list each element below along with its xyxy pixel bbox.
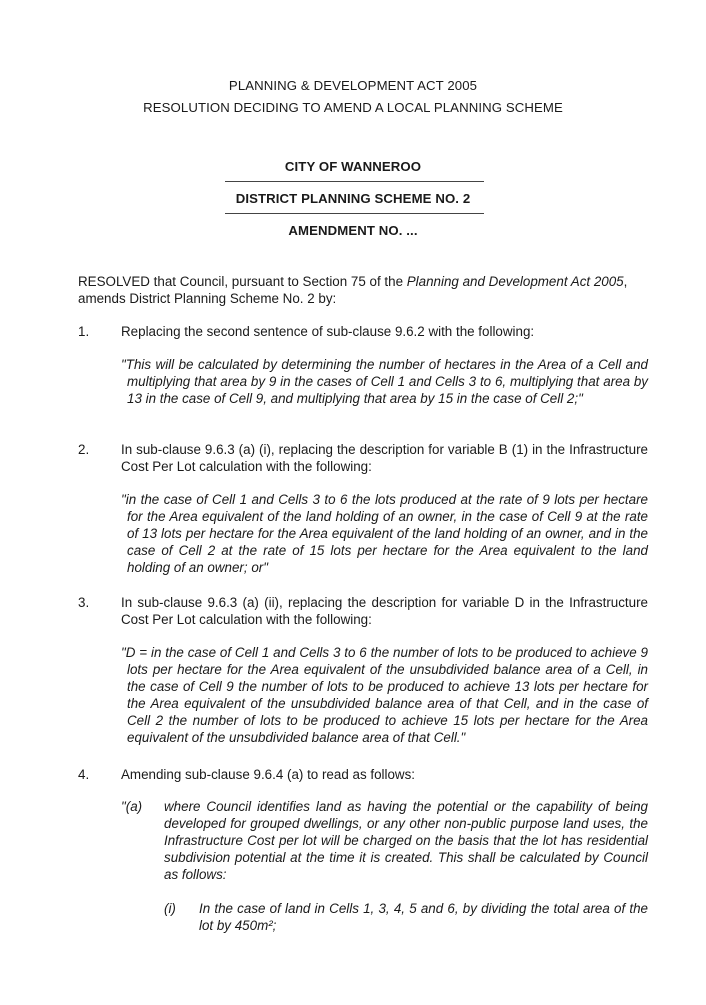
item-text: Replacing the second sentence of sub-clause 9.6.2 with the following: <box>121 324 535 339</box>
intro-paragraph <box>78 273 648 307</box>
subclause-a-text: where Council identifies land as having the potential or the capability of being developed for grouped dwellings, or any other non-public purpose land uses, the Infrastructure Cost per lot will be charged on the basis that the lot has residential subdivision potential at the time it is created. This shall be calculated by Council as follows: <box>164 799 648 882</box>
scheme-heading: DISTRICT PLANNING SCHEME NO. 2 <box>235 191 471 206</box>
quote-open: " <box>121 357 126 372</box>
intro-act-name: Planning and Development Act 2005 <box>406 274 624 289</box>
item-quote <box>121 491 648 576</box>
quote-open: " <box>121 492 126 507</box>
subclause-a-label: "(a) <box>121 799 143 814</box>
item-text: In sub-clause 9.6.3 (a) (ii), replacing the description for variable D in the Infrastructure Cost Per Lot calculation with the following: <box>121 595 648 627</box>
amendment-heading: AMENDMENT NO. ... <box>288 223 418 238</box>
act-heading: PLANNING & DEVELOPMENT ACT 2005 <box>228 78 478 93</box>
quote-text: in the case of Cell 1 and Cells 3 to 6 the lots produced at the rate of 9 lots per hectare for the Area equivalent of the land holding of an owner, in the case of Cell 9 at the rate of 13 lots per hectare for the Area equivalent of the land holding of an owner, and in the case of Cell 2 at the rate of 15 lots per hectare for the Area equivalent to the land holding of an owner; or" <box>125 492 648 575</box>
quote-open: " <box>121 645 126 660</box>
item-number: 3. <box>78 595 90 610</box>
divider <box>225 181 484 182</box>
quote-text: This will be calculated by determining the number of hectares in the Area of a Cell and multiplying that area by 9 in the cases of Cell 1 and Cells 3 to 6, multiplying that area by 13 in the case of Cell 9, and multiplying that area by 15 in the case of Cell 2;" <box>125 357 648 406</box>
item-quote <box>121 644 648 746</box>
subclause-i-label: (i) <box>164 901 176 916</box>
item-text: Amending sub-clause 9.6.4 (a) to read as follows: <box>121 767 416 782</box>
quote-text: D = in the case of Cell 1 and Cells 3 to 6 the number of lots to be produced to achieve 9 lots per hectare for the Area equivalent of the unsubdivided balance area of a Cell, in the case of Cell 9 the number of lots to be produced to achieve 13 lots per hectare for the Area equivalent of the unsubdivided balance area of that Cell, and in the case of Cell 2 the number of lots to be produced to achieve 15 lots per hectare for the Area equivalent of the unsubdivided balance area of that Cell." <box>125 645 648 745</box>
item-number: 2. <box>78 442 90 457</box>
item-quote <box>121 356 648 407</box>
resolution-heading: RESOLUTION DECIDING TO AMEND A LOCAL PLANNING SCHEME <box>143 100 563 115</box>
intro-tail: , amends District Planning Scheme No. 2 by: <box>78 274 628 306</box>
divider <box>225 213 484 214</box>
intro-lead: RESOLVED that Council, pursuant to Section 75 of the <box>78 274 407 289</box>
item-number: 4. <box>78 767 90 782</box>
city-heading: CITY OF WANNEROO <box>284 159 422 174</box>
subclause-i-text: In the case of land in Cells 1, 3, 4, 5 and 6, by dividing the total area of the lot by 450m²; <box>199 901 648 933</box>
item-text: In sub-clause 9.6.3 (a) (i), replacing the description for variable B (1) in the Infrastructure Cost Per Lot calculation with the following: <box>121 442 648 474</box>
item-number: 1. <box>78 324 90 339</box>
